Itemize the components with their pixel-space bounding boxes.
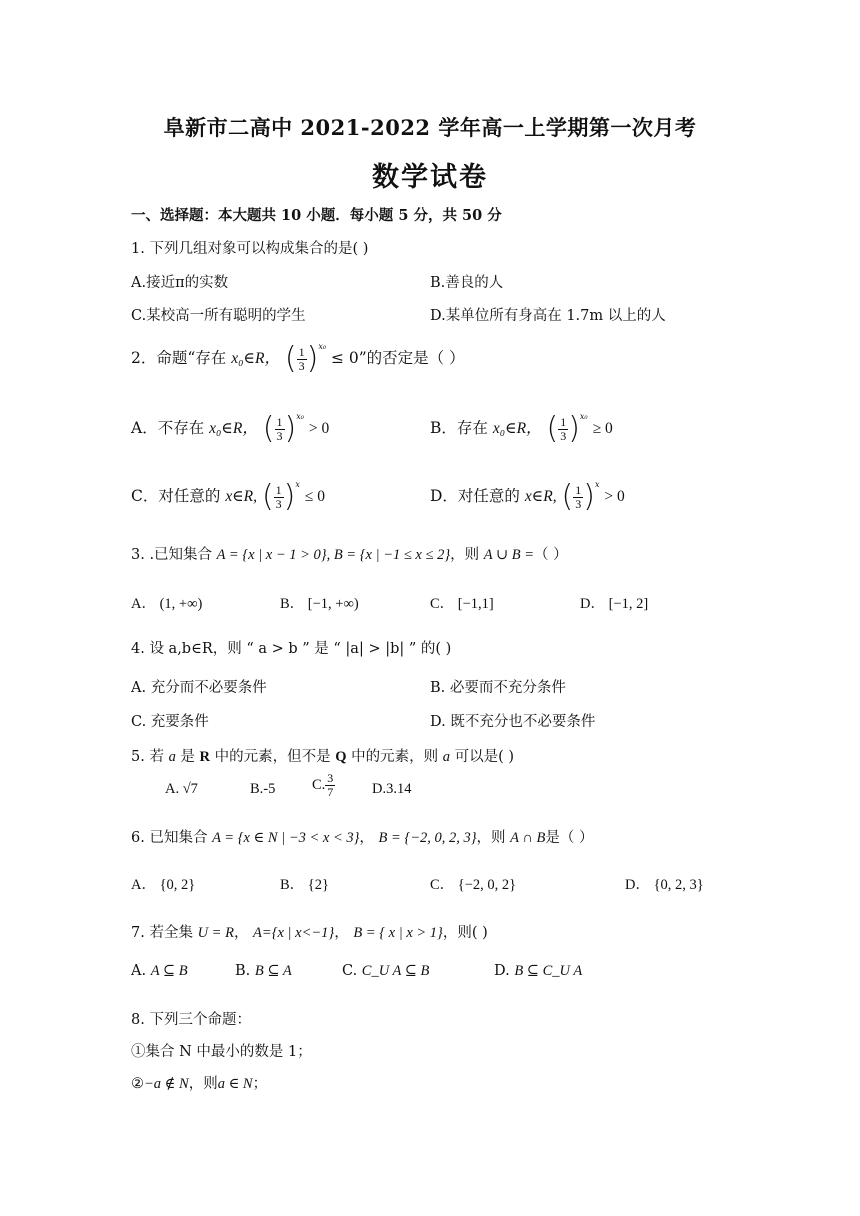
q7c-label: C.: [342, 963, 358, 979]
q6-intersection: A ∩ B: [510, 830, 546, 846]
q3-set-definitions: A = {x | x − 1 > 0}, B = {x | −1 ≤ x ≤ 2}: [216, 547, 451, 563]
q8s2-expr1: −a ∉ N: [144, 1076, 189, 1092]
q5-text-3: 中的元素，但不是: [210, 749, 336, 765]
fraction-denominator: 3: [276, 428, 283, 443]
exponent: x: [594, 480, 600, 489]
q2a-domain: x₀∈R，: [209, 420, 258, 437]
section-heading: 一、选择题：本大题共 10 小题．每小题 5 分，共 50 分: [131, 207, 502, 224]
q6-stem-end: 是（ ）: [545, 830, 594, 846]
question-7-option-c: [342, 963, 429, 980]
question-8-statement-1: ①集合 N 中最小的数是 1；: [131, 1044, 312, 1060]
fraction-numerator: 3: [327, 771, 334, 785]
question-7-option-a: [131, 963, 188, 980]
q7-separator: ，: [233, 925, 249, 941]
q7-set-a: A={x | x<−1}: [253, 925, 335, 941]
question-2-option-d: [430, 480, 625, 512]
left-paren: (: [546, 411, 559, 446]
q3-stem-prefix: 3. .已知集合: [131, 547, 213, 563]
question-5-option-b: B.-5: [250, 781, 276, 797]
question-4-stem: 4. 设 a,b∈R，则 “ a > b ” 是 “ |a| > |b| ” 的( ): [131, 641, 452, 657]
q6-stem-prefix: 6. 已知集合: [131, 830, 208, 846]
question-7-option-d: [494, 963, 582, 980]
exam-subtitle: 数学试卷: [372, 162, 488, 193]
fraction: [325, 772, 335, 799]
q3-union: A ∪ B =: [483, 547, 534, 563]
question-3-option-a: A． (1, +∞): [131, 596, 203, 612]
q2-x0-in-r: x₀∈R，: [231, 350, 280, 367]
q7d-expr: B ⊆ C_U A: [514, 963, 583, 979]
q2c-relation: ≤ 0: [304, 488, 325, 505]
q3-stem-then: ，则: [450, 547, 480, 563]
q7-stem-end: ，则( ): [442, 925, 488, 941]
question-6-option-a: A． {0, 2}: [131, 877, 196, 893]
question-7-stem: [131, 921, 488, 942]
q8s2-mid: ，则: [188, 1076, 218, 1092]
q8s2-expr2: a ∈ N: [217, 1076, 253, 1092]
exponent: x: [295, 480, 300, 489]
q7c-expr: C_U A ⊆ B: [361, 963, 430, 979]
q7a-expr: A ⊆ B: [150, 963, 188, 979]
question-3-option-c: C． [−1,1]: [430, 596, 494, 612]
question-6-option-c: C． {−2, 0, 2}: [430, 877, 517, 893]
question-6-option-b: B． {2}: [280, 877, 329, 893]
fraction-numerator: 1: [560, 414, 567, 429]
fraction-numerator: 1: [575, 482, 582, 497]
q3-answer-paren: （ ）: [534, 547, 568, 563]
q5c-label: C.: [312, 777, 326, 793]
question-5-option-a: A. √7: [165, 781, 198, 797]
question-3-stem: [131, 543, 568, 564]
fraction-denominator: 3: [560, 428, 567, 443]
question-3-option-d: D． [−1, 2]: [580, 596, 649, 612]
fraction: [297, 346, 307, 373]
q2a-label: A．不存在: [131, 419, 205, 437]
question-1-option-c: C.某校高一所有聪明的学生: [131, 308, 306, 324]
fraction: [573, 484, 583, 511]
fraction-denominator: 7: [327, 785, 334, 799]
question-2-option-a: [131, 412, 329, 444]
q2c-label: C．对任意的: [131, 487, 221, 505]
fraction-numerator: 1: [298, 344, 305, 359]
right-paren: ): [568, 411, 580, 446]
question-4-option-a: A. 充分而不必要条件: [131, 680, 267, 696]
right-paren: ): [283, 479, 296, 514]
question-1-option-d: D.某单位所有身高在 1.7m 以上的人: [430, 308, 666, 324]
fraction-denominator: 3: [275, 496, 282, 511]
fraction-numerator: 1: [276, 414, 283, 429]
q6-stem-then: ，则: [476, 830, 506, 846]
question-4-option-d: D. 既不充分也不必要条件: [430, 714, 596, 730]
q5-set-q: Q: [335, 749, 347, 765]
q7b-expr: B ⊆ A: [254, 963, 292, 979]
question-4-option-b: B. 必要而不充分条件: [430, 680, 566, 696]
question-5-option-c: [312, 772, 335, 799]
q2a-relation: > 0: [308, 420, 330, 437]
question-7-option-b: [235, 963, 292, 980]
question-1-option-a: A.接近π的实数: [131, 275, 229, 291]
q7a-label: A.: [131, 963, 147, 979]
fraction-denominator: 3: [298, 358, 305, 373]
fraction: [274, 484, 284, 511]
q5-text-4: 中的元素，则: [346, 749, 443, 765]
q7-stem-prefix: 7. 若全集: [131, 925, 193, 941]
q5-var-a: a: [442, 749, 450, 765]
left-paren: (: [262, 411, 275, 446]
q5-text-1: 5. 若: [131, 749, 169, 765]
q8s2-end: ；: [252, 1076, 268, 1092]
question-1-stem: 1. 下列几组对象可以构成集合的是( ): [131, 241, 369, 257]
exam-title: 阜新市二高中 2021-2022 学年高一上学期第一次月考: [163, 115, 697, 140]
fraction-denominator: 3: [575, 496, 582, 511]
question-3-option-b: B． [−1, +∞): [280, 596, 359, 612]
q5-text-5: 可以是( ): [449, 749, 515, 765]
fraction: [275, 416, 285, 443]
q7-universal-set: U = R: [197, 925, 234, 941]
q5-var-a: a: [168, 749, 176, 765]
left-paren: (: [261, 479, 274, 514]
question-6-stem: [131, 826, 593, 847]
question-1-option-b: B.善良的人: [430, 275, 504, 291]
q2c-domain: x∈R,: [225, 488, 258, 505]
fraction-numerator: 1: [275, 482, 282, 497]
q7d-label: D.: [494, 963, 510, 979]
question-4-option-c: C. 充要条件: [131, 714, 209, 730]
exponent: x₀: [296, 412, 304, 421]
q2d-label: D．对任意的: [430, 487, 520, 505]
q2d-relation: > 0: [604, 488, 625, 505]
q2b-domain: x₀∈R，: [492, 420, 542, 437]
q2b-relation: ≥ 0: [592, 420, 613, 437]
q2b-label: B．存在: [430, 419, 488, 437]
question-5-option-d: D.3.14: [372, 781, 412, 797]
question-2-option-b: [430, 412, 613, 444]
q7-set-b: B = { x | x > 1}: [353, 925, 443, 941]
exponent: x₀: [318, 342, 327, 351]
q2-stem-suffix: ≤ 0”的否定是（ ）: [330, 349, 465, 367]
q8s2-marker: ②: [131, 1076, 144, 1092]
q2-stem-prefix: 2．命题“存在: [131, 349, 227, 367]
question-2-option-c: [131, 480, 325, 512]
q5-set-r: R: [199, 749, 211, 765]
q7b-label: B.: [235, 963, 251, 979]
question-5-stem: [131, 745, 514, 766]
question-2-stem: [131, 342, 465, 374]
exponent: x₀: [579, 412, 588, 421]
q7-separator: ，: [334, 925, 349, 941]
left-paren: (: [284, 341, 297, 376]
q2d-domain: x∈R,: [524, 488, 557, 505]
q6-separator: ，: [359, 830, 374, 846]
fraction: [558, 416, 568, 443]
right-paren: ): [284, 411, 297, 446]
q6-set-a: A = {x ∈ N | −3 < x < 3}: [212, 830, 360, 846]
question-6-option-d: D． {0, 2, 3}: [625, 877, 704, 893]
question-8-stem: 8. 下列三个命题：: [131, 1012, 251, 1028]
q6-set-b: B = {−2, 0, 2, 3}: [378, 830, 477, 846]
right-paren: ): [306, 341, 319, 376]
left-paren: (: [561, 479, 574, 514]
q5-text-2: 是: [175, 749, 200, 765]
question-8-statement-2: [131, 1072, 267, 1093]
right-paren: ): [583, 479, 595, 514]
